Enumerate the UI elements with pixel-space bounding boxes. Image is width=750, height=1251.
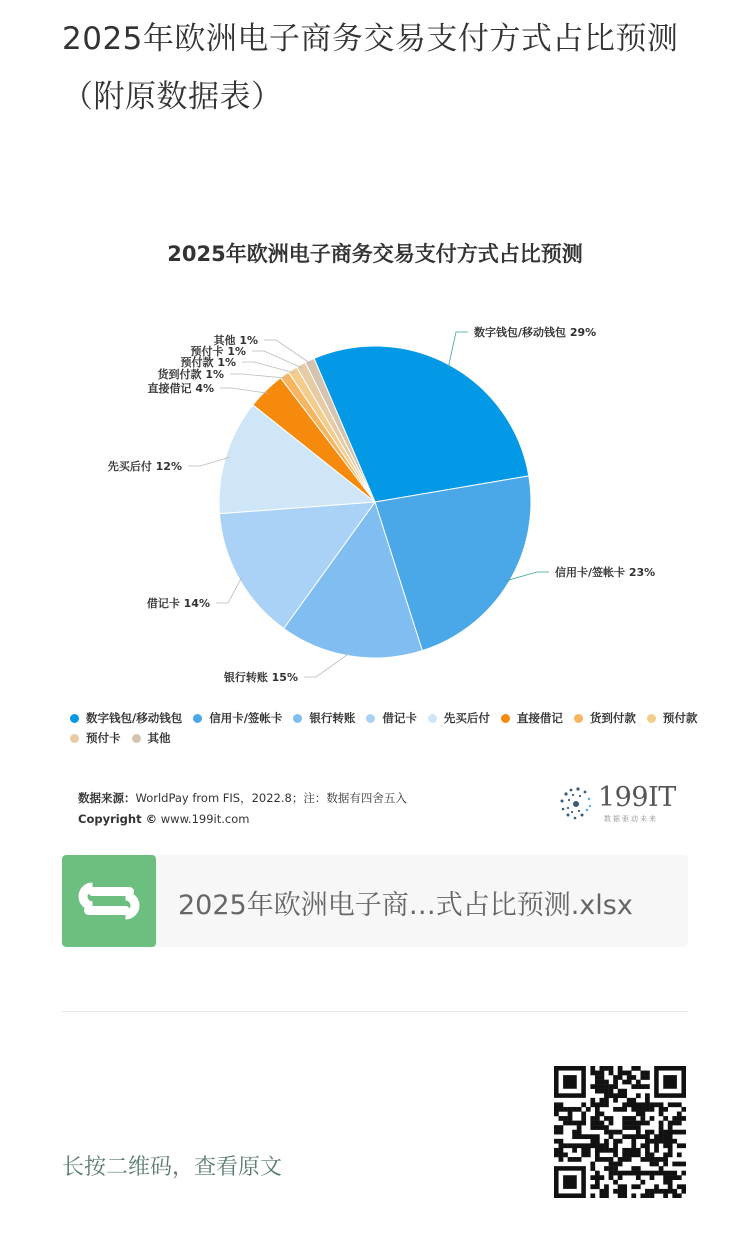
legend-item — [366, 710, 417, 726]
leader-line — [220, 388, 269, 393]
data-label: 银行转账 15% — [223, 671, 298, 684]
leader-line — [252, 351, 303, 368]
legend-swatch — [428, 714, 437, 723]
legend-label: 直接借记 — [516, 711, 563, 725]
data-label: 预付卡 1% — [190, 345, 246, 358]
leader-line — [304, 652, 351, 677]
legend-item — [647, 710, 698, 726]
legend-label: 借记卡 — [382, 711, 417, 725]
legend-label: 其他 — [147, 731, 171, 745]
brand-logo — [554, 782, 684, 828]
leader-line — [242, 362, 295, 373]
legend-label: 预付卡 — [86, 731, 121, 745]
leader-line — [230, 374, 287, 378]
data-label: 货到付款 1% — [157, 368, 224, 381]
data-label: 先买后付 12% — [107, 460, 182, 473]
legend-label: 先买后付 — [443, 711, 490, 725]
attachment-card[interactable] — [62, 855, 688, 947]
data-label: 借记卡 14% — [146, 597, 210, 610]
legend-swatch — [193, 714, 202, 723]
qr-caption: 长按二维码，查看原文 — [62, 1155, 283, 1180]
data-label: 数字钱包/移动钱包 29% — [474, 326, 597, 339]
legend-swatch — [70, 734, 79, 743]
data-label: 其他 1% — [213, 334, 258, 347]
data-label: 信用卡/签帐卡 23% — [555, 566, 656, 579]
legend-swatch — [647, 714, 656, 723]
copyright-label: Copyright © — [78, 812, 158, 826]
legend-swatch — [501, 714, 510, 723]
legend-swatch — [132, 734, 141, 743]
divider — [62, 1011, 688, 1012]
legend-item — [193, 710, 282, 726]
source-label: 数据来源： — [78, 791, 136, 805]
leader-line — [448, 332, 468, 369]
legend-item — [132, 730, 171, 746]
data-label: 预付款 1% — [180, 356, 236, 369]
legend-swatch — [366, 714, 375, 723]
legend-label: 银行转账 — [309, 711, 356, 725]
source-note — [78, 788, 407, 830]
chart-card — [62, 200, 698, 840]
data-label: 直接借记 4% — [147, 382, 214, 395]
article-title: 2025年欧洲电子商务交易支付方式占比预测（附原数据表） — [62, 21, 679, 115]
source-text: WorldPay from FIS，2022.8；注：数据有四舍五入 — [135, 791, 407, 805]
brand-tagline: 数据驱动未来 — [604, 815, 658, 823]
legend-item — [428, 710, 490, 726]
attachment-filename[interactable]: 2025年欧洲电子商…式占比预测.xlsx — [178, 890, 633, 921]
legend-swatch — [574, 714, 583, 723]
spreadsheet-icon — [62, 855, 156, 947]
qr-code[interactable] — [554, 1066, 686, 1198]
legend-swatch — [70, 714, 79, 723]
legend-item — [293, 710, 355, 726]
legend-item — [70, 730, 121, 746]
dandelion-icon — [554, 782, 598, 826]
copyright-text: www.199it.com — [160, 812, 250, 826]
legend-label: 数字钱包/移动钱包 — [86, 711, 183, 725]
legend-item — [501, 710, 563, 726]
brand-name: 199IT — [598, 782, 676, 813]
pie-chart — [62, 200, 688, 700]
legend-item — [70, 710, 182, 726]
leader-line — [264, 340, 311, 364]
legend-label: 信用卡/签帐卡 — [209, 711, 283, 725]
leader-line — [216, 576, 242, 603]
chart-legend — [70, 708, 698, 748]
legend-item — [574, 710, 636, 726]
chart-title: 2025年欧洲电子商务交易支付方式占比预测 — [167, 242, 583, 266]
legend-label: 预付款 — [662, 711, 698, 725]
legend-label: 货到付款 — [589, 711, 636, 725]
legend-swatch — [293, 714, 302, 723]
